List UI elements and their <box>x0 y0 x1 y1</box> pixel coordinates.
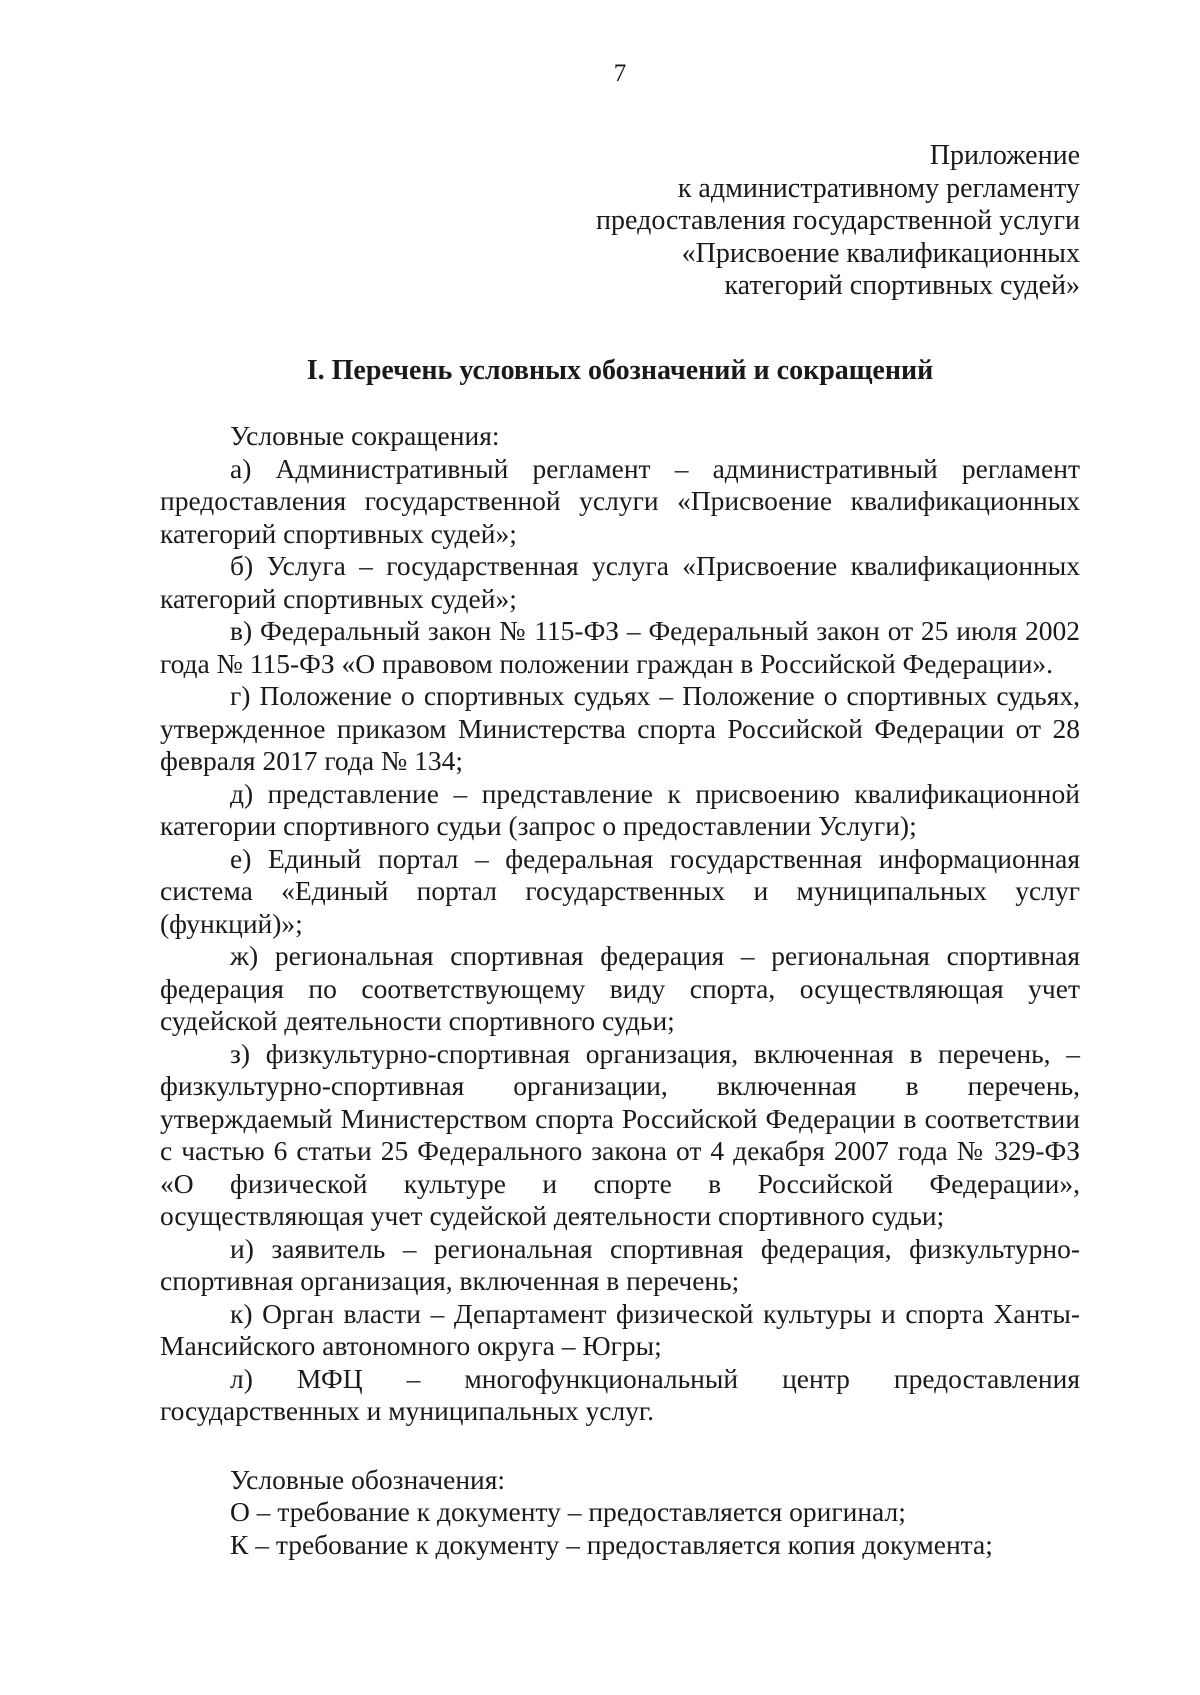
legend-item: К – требование к документу – предоставляется копия документа; <box>230 1528 993 1560</box>
abbreviation-item: з) физкультурно-спортивная организация, включенная в перечень, – физкультурно-спортивная организации, включенная в перечень, утверждаемый Министерством спорта Российской Федерации в соответствии с частью 6 статьи 25 Федерального закона от 4 декабря 2007 года № 329-ФЗ «О физической культуре и спорте в Российской Федерации», осуществляющая учет судейской деятельности спортивного судьи; <box>160 1037 1080 1231</box>
page-number: 7 <box>613 60 627 87</box>
abbreviation-item: г) Положение о спортивных судьях – Положение о спортивных судьях, утвержденное приказом Министерства спорта Российской Федерации от 28 февраля 2017 года № 134; <box>160 680 1080 776</box>
appendix-line: «Присвоение квалификационных <box>681 237 1080 269</box>
abbreviation-item: л) МФЦ – многофункциональный центр предоставления государственных и муниципальных услуг. <box>160 1362 1080 1426</box>
abbreviations-heading: Условные сокращения: <box>230 420 500 451</box>
section-title: I. Перечень условных обозначений и сокращений <box>306 355 934 386</box>
abbreviation-item: и) заявитель – региональная спортивная федерация, физкультурно-спортивная организация, включенная в перечень; <box>160 1232 1080 1296</box>
abbreviation-item: д) представление – представление к присвоению квалификационной категории спортивного судьи (запрос о предоставлении Услуги); <box>160 777 1080 841</box>
appendix-block <box>460 140 1080 303</box>
abbreviation-item: ж) региональная спортивная федерация – региональная спортивная федерация по соответствующему виду спорта, осуществляющая учет судейской деятельности спортивного судьи; <box>160 940 1080 1036</box>
appendix-line: категорий спортивных судей» <box>724 270 1080 301</box>
abbreviation-item: е) Единый портал – федеральная государственная информационная система «Единый портал государственных и муниципальных услуг (функций)»; <box>160 842 1080 939</box>
appendix-line: предоставления государственной услуги <box>596 205 1080 236</box>
appendix-line: Приложение <box>929 140 1080 171</box>
document-body <box>160 420 1080 1561</box>
abbreviation-item: б) Услуга – государственная услуга «Присвоение квалификационных категорий спортивных судей»; <box>160 550 1080 614</box>
legend-item: О – требование к документу – предоставляется оригинал; <box>230 1496 906 1527</box>
abbreviation-item: в) Федеральный закон № 115-ФЗ – Федеральный закон от 25 июля 2002 года № 115-ФЗ «О правовом положении граждан в Российской Федерации». <box>160 615 1080 679</box>
abbreviation-item: а) Административный регламент – административный регламент предоставления государственной услуги «Присвоение квалификационных категорий спортивных судей»; <box>160 452 1080 549</box>
legend-heading: Условные обозначения: <box>230 1463 506 1495</box>
abbreviation-item: к) Орган власти – Департамент физической культуры и спорта Ханты-Мансийского автономного округа – Югры; <box>160 1297 1080 1361</box>
appendix-line: к административному регламенту <box>677 172 1080 204</box>
